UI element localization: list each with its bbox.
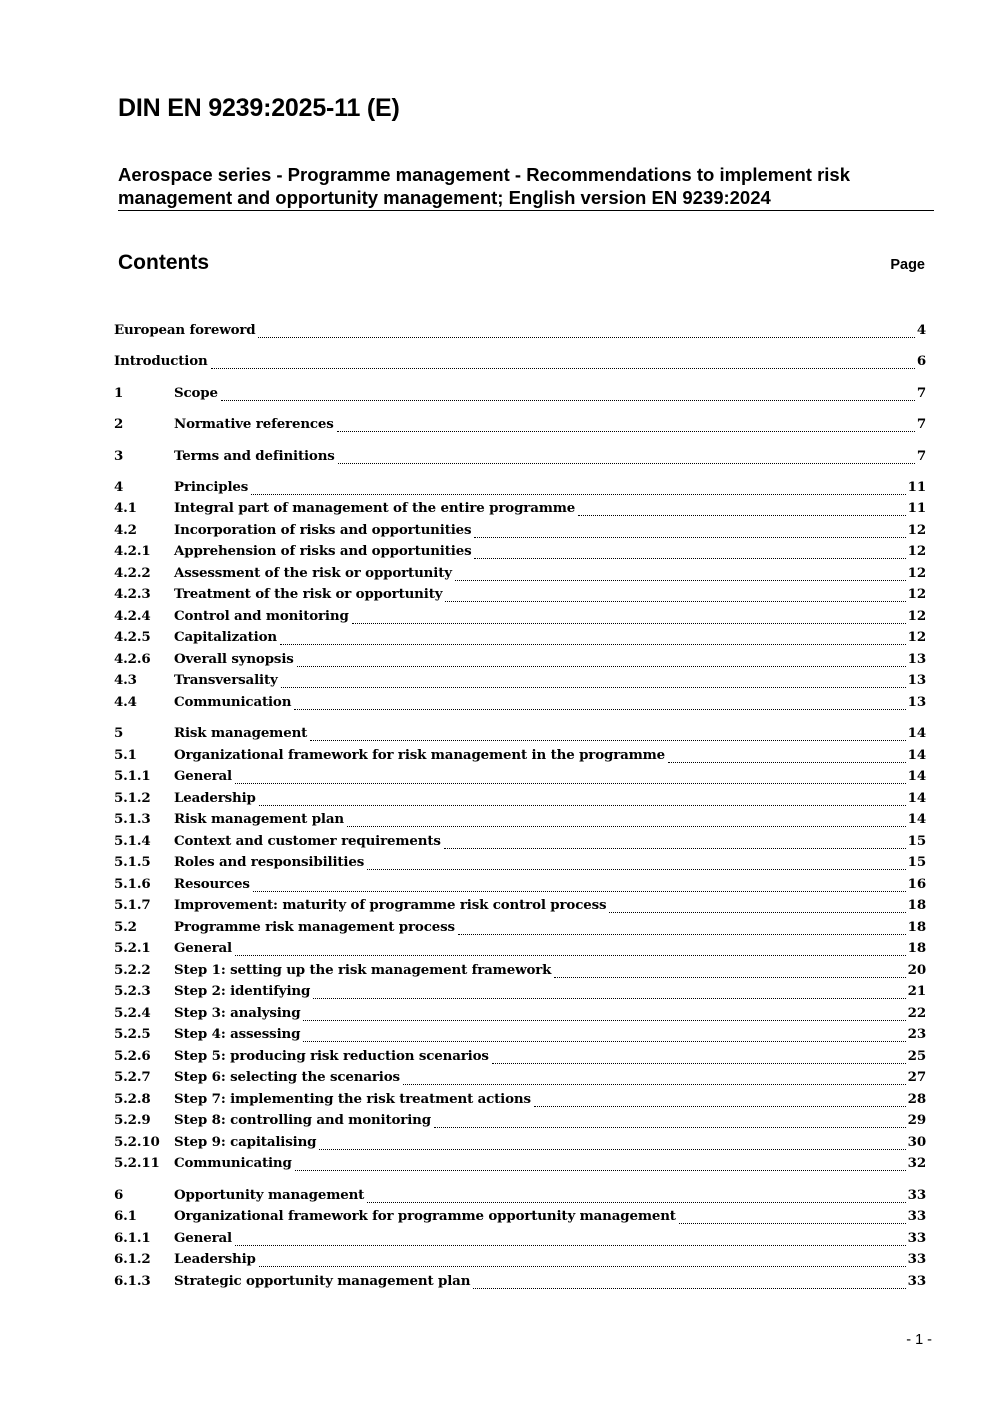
toc-dot-leader xyxy=(253,891,906,892)
toc-dot-leader xyxy=(492,1063,906,1064)
toc-entry-number: 1 xyxy=(114,385,124,401)
toc-entry[interactable] xyxy=(114,1026,926,1047)
toc-entry-number: 2 xyxy=(114,416,124,432)
toc-entry-number: 4.2.6 xyxy=(114,651,151,667)
toc-dot-leader xyxy=(235,783,906,784)
toc-dot-leader xyxy=(259,805,906,806)
toc-entry-title: Step 8: controlling and monitoring xyxy=(174,1112,431,1128)
toc-entry-number: 6.1.1 xyxy=(114,1230,151,1246)
toc-entry-title: Capitalization xyxy=(174,629,277,645)
toc-dot-leader xyxy=(319,1149,905,1150)
toc-entry-number: 4.2.3 xyxy=(114,586,151,602)
toc-dot-leader xyxy=(259,1266,906,1267)
toc-entry[interactable] xyxy=(114,522,926,543)
toc-entry-page: 14 xyxy=(907,725,926,741)
toc-entry[interactable] xyxy=(114,940,926,961)
toc-entry-number: 6.1.3 xyxy=(114,1273,151,1289)
document-id: DIN EN 9239:2025-11 (E) xyxy=(118,94,400,122)
toc-entry[interactable] xyxy=(114,543,926,564)
toc-entry[interactable] xyxy=(114,983,926,1004)
toc-entry-title: Terms and definitions xyxy=(174,448,335,464)
toc-entry[interactable] xyxy=(114,565,926,586)
toc-entry-title: Improvement: maturity of programme risk control process xyxy=(174,897,607,913)
toc-dot-leader xyxy=(280,644,906,645)
toc-entry-page: 7 xyxy=(916,416,926,432)
toc-entry-number: 5.2.3 xyxy=(114,983,151,999)
toc-entry-number: 4 xyxy=(114,479,124,495)
toc-dot-leader xyxy=(609,912,905,913)
toc-entry-page: 11 xyxy=(907,479,926,495)
toc-entry-title: European foreword xyxy=(114,322,256,338)
toc-entry-page: 30 xyxy=(907,1134,926,1150)
toc-entry-title: General xyxy=(174,940,232,956)
toc-entry[interactable] xyxy=(114,1208,926,1229)
toc-entry-number: 5.2.5 xyxy=(114,1026,151,1042)
toc-entry-title: Step 6: selecting the scenarios xyxy=(174,1069,400,1085)
toc-entry-title: Strategic opportunity management plan xyxy=(174,1273,471,1289)
toc-entry-page: 13 xyxy=(907,694,926,710)
toc-entry-page: 21 xyxy=(907,983,926,999)
toc-entry-title: Step 9: capitalising xyxy=(174,1134,317,1150)
toc-entry-number: 6 xyxy=(114,1187,124,1203)
toc-entry-page: 12 xyxy=(907,629,926,645)
toc-entry-page: 12 xyxy=(907,522,926,538)
toc-entry[interactable] xyxy=(114,1112,926,1133)
toc-entry-number: 5.1.1 xyxy=(114,768,151,784)
toc-entry-title: Step 3: analysing xyxy=(174,1005,301,1021)
toc-entry[interactable] xyxy=(114,1134,926,1155)
toc-entry-page: 27 xyxy=(907,1069,926,1085)
toc-entry[interactable] xyxy=(114,768,926,789)
toc-entry-page: 25 xyxy=(907,1048,926,1064)
toc-dot-leader xyxy=(455,580,906,581)
toc-entry[interactable] xyxy=(114,608,926,629)
toc-entry[interactable] xyxy=(114,1251,926,1272)
toc-entry-title: General xyxy=(174,1230,232,1246)
toc-entry-title: Context and customer requirements xyxy=(174,833,441,849)
toc-dot-leader xyxy=(297,666,906,667)
toc-entry-page: 33 xyxy=(907,1230,926,1246)
toc-entry[interactable] xyxy=(114,790,926,811)
toc-entry-page: 12 xyxy=(907,565,926,581)
toc-entry-title: Opportunity management xyxy=(174,1187,365,1203)
toc-entry-title: Assessment of the risk or opportunity xyxy=(174,565,452,581)
toc-dot-leader xyxy=(294,709,905,710)
toc-entry-page: 33 xyxy=(907,1208,926,1224)
toc-dot-leader xyxy=(445,601,905,602)
toc-entry-title: Normative references xyxy=(174,416,334,432)
toc-entry-page: 14 xyxy=(907,811,926,827)
toc-entry-number: 6.1.2 xyxy=(114,1251,151,1267)
toc-entry[interactable] xyxy=(114,747,926,768)
toc-entry-number: 4.1 xyxy=(114,500,137,516)
toc-dot-leader xyxy=(235,1245,906,1246)
toc-dot-leader xyxy=(281,687,906,688)
toc-entry-title: Programme risk management process xyxy=(174,919,455,935)
toc-entry-page: 12 xyxy=(907,586,926,602)
toc-dot-leader xyxy=(578,515,906,516)
toc-entry-number: 5.2.11 xyxy=(114,1155,160,1171)
toc-dot-leader xyxy=(337,431,915,432)
toc-entry-page: 18 xyxy=(907,897,926,913)
toc-entry-number: 5.1.3 xyxy=(114,811,151,827)
toc-entry-number: 3 xyxy=(114,448,124,464)
toc-entry[interactable] xyxy=(114,651,926,672)
toc-dot-leader xyxy=(303,1041,905,1042)
toc-entry[interactable] xyxy=(114,479,926,500)
toc-entry-title: Step 1: setting up the risk management framework xyxy=(174,962,552,978)
toc-entry-title: Leadership xyxy=(174,790,256,806)
toc-entry-number: 4.2 xyxy=(114,522,137,538)
toc-entry[interactable] xyxy=(114,876,926,897)
toc-entry-title: Principles xyxy=(174,479,249,495)
toc-entry-title: Introduction xyxy=(114,353,208,369)
document-title: Aerospace series - Programme management - Recommendations to implement risk management and opportunity management; English version EN 9239:2024 xyxy=(118,164,851,208)
toc-entry-title: Communicating xyxy=(174,1155,292,1171)
toc-entry-number: 5.2.8 xyxy=(114,1091,151,1107)
toc-entry-page: 28 xyxy=(907,1091,926,1107)
toc-entry-number: 5.1.4 xyxy=(114,833,151,849)
toc-entry[interactable] xyxy=(114,322,926,343)
toc-entry-page: 23 xyxy=(907,1026,926,1042)
toc-dot-leader xyxy=(444,848,906,849)
toc-dot-leader xyxy=(474,537,905,538)
toc-entry[interactable] xyxy=(114,586,926,607)
toc-entry[interactable] xyxy=(114,833,926,854)
toc-entry-page: 4 xyxy=(916,322,926,338)
toc-entry-title: Communication xyxy=(174,694,292,710)
toc-entry[interactable] xyxy=(114,1069,926,1090)
contents-heading: Contents xyxy=(118,251,209,274)
toc-entry-number: 5.2.4 xyxy=(114,1005,151,1021)
toc-entry[interactable] xyxy=(114,385,926,406)
toc-entry-number: 5.1.7 xyxy=(114,897,151,913)
toc-entry[interactable] xyxy=(114,811,926,832)
toc-entry-title: Step 2: identifying xyxy=(174,983,311,999)
toc-entry[interactable] xyxy=(114,672,926,693)
toc-entry-title: Transversality xyxy=(174,672,278,688)
toc-entry-page: 15 xyxy=(907,833,926,849)
toc-entry[interactable] xyxy=(114,725,926,746)
toc-dot-leader xyxy=(473,1288,905,1289)
toc-dot-leader xyxy=(303,1020,905,1021)
toc-entry-title: Organizational framework for risk management in the programme xyxy=(174,747,666,763)
toc-entry-number: 5.2 xyxy=(114,919,137,935)
toc-entry-page: 33 xyxy=(907,1273,926,1289)
toc-entry-page: 7 xyxy=(916,385,926,401)
toc-dot-leader xyxy=(367,869,906,870)
toc-entry-page: 29 xyxy=(907,1112,926,1128)
toc-entry-page: 12 xyxy=(907,543,926,559)
toc-entry-number: 5.2.1 xyxy=(114,940,151,956)
toc-entry-number: 5.2.6 xyxy=(114,1048,151,1064)
toc-dot-leader xyxy=(313,998,905,999)
toc-entry-title: Control and monitoring xyxy=(174,608,349,624)
toc-entry[interactable] xyxy=(114,1230,926,1251)
toc-entry[interactable] xyxy=(114,629,926,650)
toc-entry-title: Risk management xyxy=(174,725,308,741)
toc-entry[interactable] xyxy=(114,897,926,918)
toc-entry-number: 6.1 xyxy=(114,1208,137,1224)
toc-entry-page: 18 xyxy=(907,940,926,956)
toc-entry-number: 5.2.7 xyxy=(114,1069,151,1085)
toc-entry-title: Roles and responsibilities xyxy=(174,854,365,870)
toc-entry-title: Integral part of management of the entire programme xyxy=(174,500,576,516)
toc-entry-page: 33 xyxy=(907,1187,926,1203)
toc-entry[interactable] xyxy=(114,1091,926,1112)
toc-entry-number: 4.2.4 xyxy=(114,608,151,624)
toc-dot-leader xyxy=(338,463,915,464)
toc-dot-leader xyxy=(221,400,915,401)
toc-dot-leader xyxy=(554,977,905,978)
toc-entry-page: 15 xyxy=(907,854,926,870)
toc-dot-leader xyxy=(211,368,915,369)
toc-entry-page: 11 xyxy=(907,500,926,516)
toc-entry-page: 7 xyxy=(916,448,926,464)
toc-entry[interactable] xyxy=(114,1187,926,1208)
toc-entry-number: 4.2.2 xyxy=(114,565,151,581)
toc-entry-page: 14 xyxy=(907,790,926,806)
toc-dot-leader xyxy=(668,762,906,763)
toc-entry-number: 5.1 xyxy=(114,747,137,763)
toc-entry-number: 5.1.2 xyxy=(114,790,151,806)
toc-entry-number: 4.3 xyxy=(114,672,137,688)
toc-entry-title: Risk management plan xyxy=(174,811,344,827)
footer-page-number: - 1 - xyxy=(906,1332,932,1348)
toc-entry-page: 20 xyxy=(907,962,926,978)
toc-entry-page: 22 xyxy=(907,1005,926,1021)
toc-entry-title: Overall synopsis xyxy=(174,651,294,667)
toc-entry-page: 12 xyxy=(907,608,926,624)
toc-entry-number: 4.4 xyxy=(114,694,137,710)
toc-entry-page: 13 xyxy=(907,651,926,667)
toc-entry[interactable] xyxy=(114,1005,926,1026)
toc-entry-title: Treatment of the risk or opportunity xyxy=(174,586,443,602)
toc-dot-leader xyxy=(367,1202,905,1203)
toc-entry-title: Step 5: producing risk reduction scenarios xyxy=(174,1048,489,1064)
toc-entry-page: 33 xyxy=(907,1251,926,1267)
toc-entry-page: 16 xyxy=(907,876,926,892)
toc-entry[interactable] xyxy=(114,500,926,521)
toc-entry[interactable] xyxy=(114,854,926,875)
toc-entry-title: Organizational framework for programme opportunity management xyxy=(174,1208,676,1224)
toc-entry-title: Apprehension of risks and opportunities xyxy=(174,543,472,559)
toc-entry-number: 4.2.1 xyxy=(114,543,151,559)
toc-dot-leader xyxy=(403,1084,906,1085)
toc-entry-page: 14 xyxy=(907,768,926,784)
toc-entry[interactable] xyxy=(114,694,926,715)
toc-dot-leader xyxy=(347,826,906,827)
toc-entry[interactable] xyxy=(114,1155,926,1176)
toc-entry-number: 5.2.10 xyxy=(114,1134,160,1150)
toc-entry-number: 5.1.6 xyxy=(114,876,151,892)
toc-entry[interactable] xyxy=(114,919,926,940)
page-column-label: Page xyxy=(890,257,925,273)
toc-dot-leader xyxy=(310,740,905,741)
toc-entry[interactable] xyxy=(114,962,926,983)
toc-entry[interactable] xyxy=(114,1048,926,1069)
toc-entry-title: Resources xyxy=(174,876,250,892)
toc-entry-number: 4.2.5 xyxy=(114,629,151,645)
toc-entry-page: 18 xyxy=(907,919,926,935)
toc-entry[interactable] xyxy=(114,1273,926,1294)
toc-entry[interactable] xyxy=(114,416,926,437)
toc-entry-page: 13 xyxy=(907,672,926,688)
toc-entry-page: 6 xyxy=(916,353,926,369)
toc-dot-leader xyxy=(458,934,906,935)
toc-dot-leader xyxy=(434,1127,906,1128)
toc-dot-leader xyxy=(352,623,906,624)
toc-dot-leader xyxy=(474,558,905,559)
toc-dot-leader xyxy=(258,337,914,338)
toc-entry-title: General xyxy=(174,768,232,784)
toc-entry-number: 5.2.9 xyxy=(114,1112,151,1128)
toc-dot-leader xyxy=(679,1223,906,1224)
toc-entry-title: Incorporation of risks and opportunities xyxy=(174,522,472,538)
toc-entry[interactable] xyxy=(114,353,926,374)
toc-entry-number: 5.2.2 xyxy=(114,962,151,978)
toc-dot-leader xyxy=(534,1106,906,1107)
toc-dot-leader xyxy=(235,955,906,956)
toc-entry-title: Leadership xyxy=(174,1251,256,1267)
toc-entry-number: 5 xyxy=(114,725,124,741)
toc-dot-leader xyxy=(295,1170,906,1171)
toc-dot-leader xyxy=(251,494,905,495)
toc-entry-title: Step 7: implementing the risk treatment actions xyxy=(174,1091,531,1107)
toc-entry[interactable] xyxy=(114,448,926,469)
toc-entry-page: 32 xyxy=(907,1155,926,1171)
toc-entry-page: 14 xyxy=(907,747,926,763)
toc-entry-title: Step 4: assessing xyxy=(174,1026,301,1042)
toc-entry-number: 5.1.5 xyxy=(114,854,151,870)
toc-entry-title: Scope xyxy=(174,385,218,401)
